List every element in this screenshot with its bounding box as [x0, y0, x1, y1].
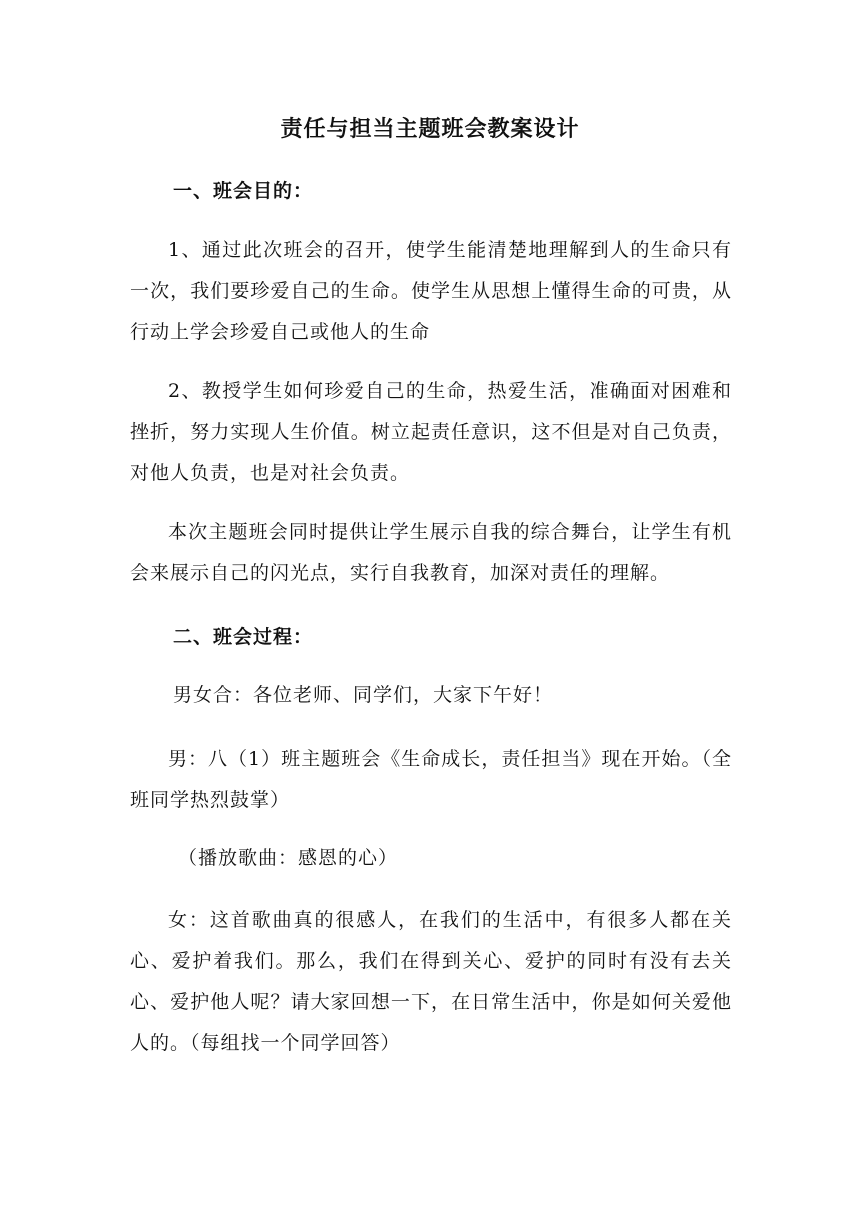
paragraph-purpose-3: 本次主题班会同时提供让学生展示自我的综合舞台，让学生有机会来展示自己的闪光点，实行自我教育，加深对责任的理解。	[130, 521, 732, 584]
dialogue-line-opening: 男女合：各位老师、同学们，大家下午好！	[173, 684, 554, 706]
dialogue-paragraph-start: 男：八（1）班主题班会《生命成长，责任担当》现在开始。（全班同学热烈鼓掌）	[130, 748, 732, 811]
paragraph-purpose-1: 1、通过此次班会的召开，使学生能清楚地理解到人的生命只有一次，我们要珍爱自己的生命。使学生从思想上懂得生命的可贵，从行动上学会珍爱自己或他人的生命	[130, 239, 732, 343]
document-title: 责任与担当主题班会教案设计	[280, 116, 580, 142]
stage-direction-song: （播放歌曲：感恩的心）	[178, 847, 399, 869]
dialogue-paragraph-question: 女：这首歌曲真的很感人，在我们的生活中，有很多人都在关心、爱护着我们。那么，我们在得到关心、爱护的同时有没有去关心、爱护他人呢？请大家回想一下，在日常生活中，你是如何关爱他人的。（每组找一个同学回答）	[130, 909, 732, 1054]
section-heading-process: 二、班会过程：	[173, 626, 314, 648]
section-heading-purpose: 一、班会目的：	[173, 180, 314, 202]
paragraph-purpose-2: 2、教授学生如何珍爱自己的生命，热爱生活，准确面对困难和挫折，努力实现人生价值。树立起责任意识，这不但是对自己负责，对他人负责，也是对社会负责。	[130, 380, 732, 484]
